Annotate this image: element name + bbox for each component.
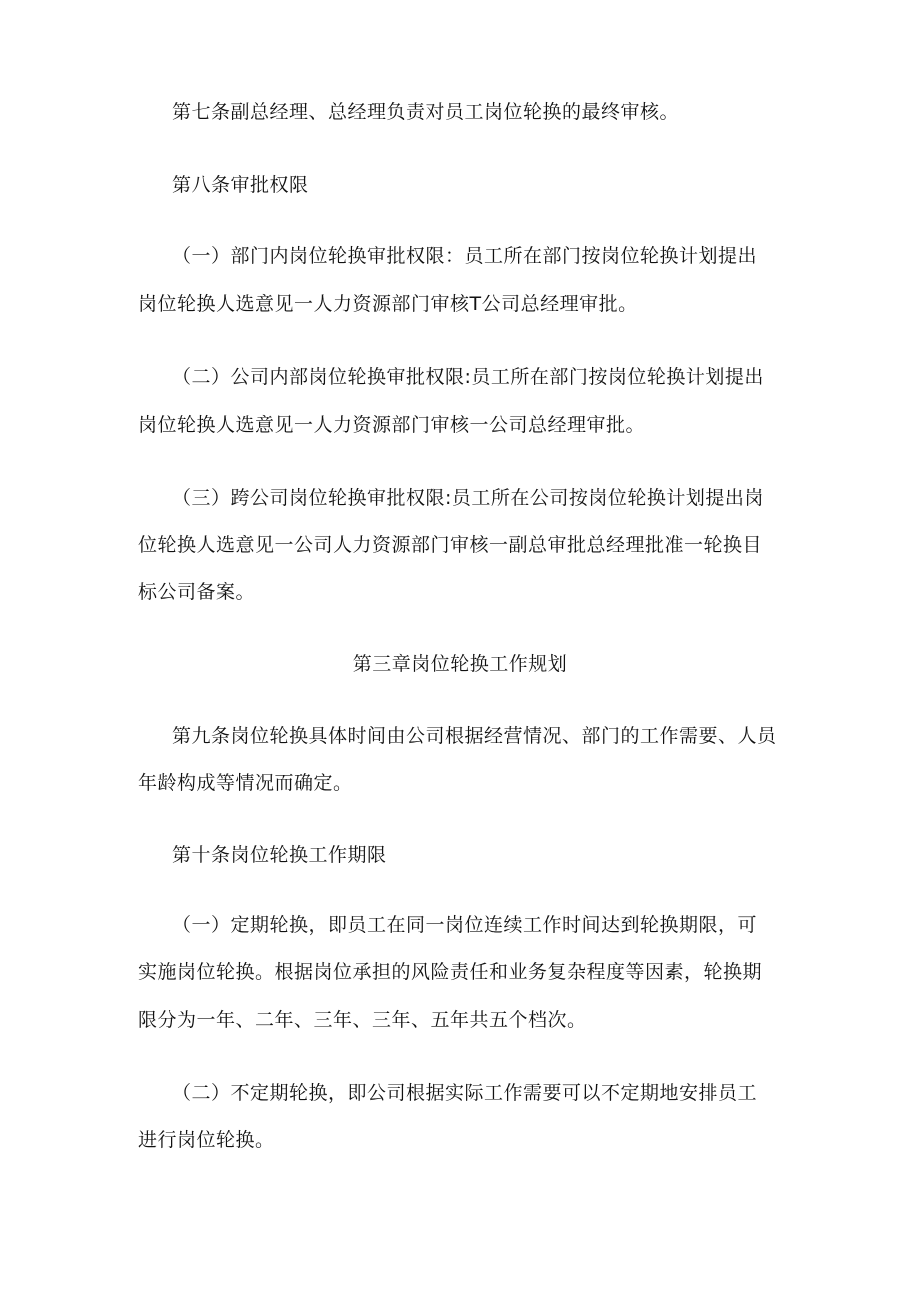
article-10-heading: 第十条岗位轮换工作期限 [172,844,387,866]
item-3-line-1: （三）跨公司岗位轮换审批权限:员工所在公司按岗位轮换计划提出岗 [172,487,764,509]
item-2-line-1: （二）公司内部岗位轮换审批权限:员工所在部门按岗位轮换计划提出 [172,366,764,388]
item-1-line-2: 岗位轮换人选意见一人力资源部门审核T公司总经理审批。 [138,293,638,315]
period-1-line-2: 实施岗位轮换。根据岗位承担的风险责任和业务复杂程度等因素，轮换期 [138,961,763,983]
article-8-heading: 第八条审批权限 [172,174,309,196]
item-1-line-1: （一）部门内岗位轮换审批权限：员工所在部门按岗位轮换计划提出 [172,245,758,267]
period-2-line-1: （二）不定期轮换，即公司根据实际工作需要可以不定期地安排员工 [172,1082,758,1104]
article-9-line-2: 年龄构成等情况而确定。 [138,772,353,794]
article-9-line-1: 第九条岗位轮换具体时间由公司根据经营情况、部门的工作需要、人员 [172,725,777,747]
item-3-line-3: 标公司备案。 [138,581,256,603]
period-1-line-3: 限分为一年、二年、三年、三年、五年共五个档次。 [138,1009,587,1031]
chapter-3-title: 第三章岗位轮换工作规划 [352,653,568,675]
item-3-line-2: 位轮换人选意见一公司人力资源部门审核一副总审批总经理批准一轮换目 [138,534,763,556]
period-2-line-2: 进行岗位轮换。 [138,1129,275,1151]
article-7-text: 第七条副总经理、总经理负责对员工岗位轮换的最终审核。 [172,101,680,123]
item-2-line-2: 岗位轮换人选意见一人力资源部门审核一公司总经理审批。 [138,414,646,436]
period-1-line-1: （一）定期轮换，即员工在同一岗位连续工作时间达到轮换期限，可 [172,914,758,936]
